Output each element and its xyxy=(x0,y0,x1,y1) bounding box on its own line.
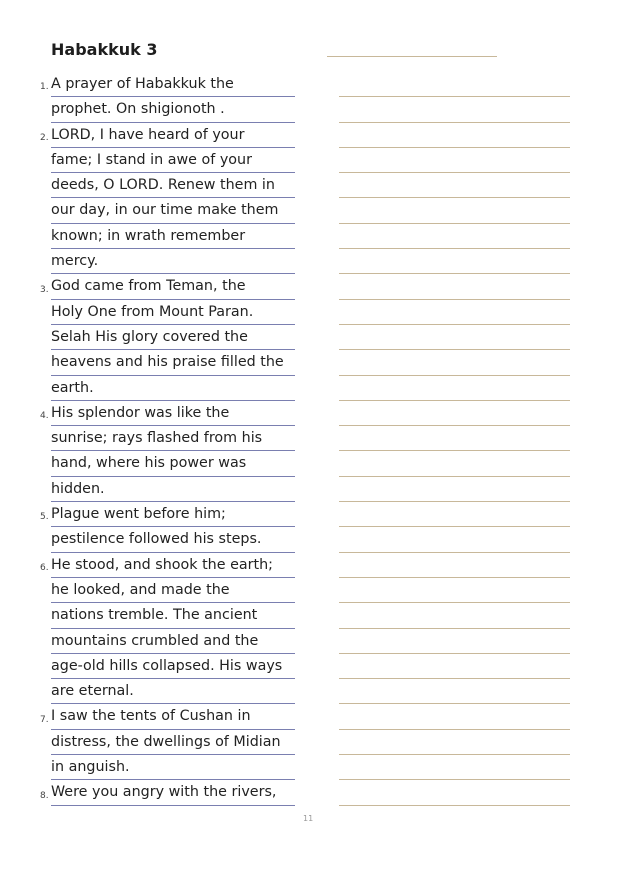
writing-line[interactable] xyxy=(339,527,570,552)
verse-line xyxy=(0,148,300,173)
verse-line xyxy=(0,72,300,97)
verse-line xyxy=(0,426,300,451)
verse-text: Holy One from Mount Paran. xyxy=(51,300,295,325)
page-title: Habakkuk 3 xyxy=(51,40,158,59)
verse-text-column xyxy=(0,72,300,806)
verse-line xyxy=(0,755,300,780)
verse-line xyxy=(0,578,300,603)
verse-line xyxy=(0,502,300,527)
writing-line[interactable] xyxy=(339,72,570,97)
writing-line[interactable] xyxy=(339,198,570,223)
verse-number: 2. xyxy=(40,132,49,143)
verse-number: 1. xyxy=(40,82,49,93)
verse-line xyxy=(0,603,300,628)
verse-line xyxy=(0,780,300,805)
verse-text: I saw the tents of Cushan in xyxy=(51,704,295,729)
writing-line[interactable] xyxy=(339,123,570,148)
writing-line[interactable] xyxy=(339,704,570,729)
verse-line xyxy=(0,553,300,578)
writing-line[interactable] xyxy=(339,780,570,805)
verse-text: distress, the dwellings of Midian xyxy=(51,730,295,755)
writing-line[interactable] xyxy=(339,451,570,476)
verse-line xyxy=(0,679,300,704)
verse-line xyxy=(0,97,300,122)
writing-line[interactable] xyxy=(339,426,570,451)
verse-text: in anguish. xyxy=(51,755,295,780)
writing-line[interactable] xyxy=(339,502,570,527)
writing-column xyxy=(339,72,570,806)
verse-text: God came from Teman, the xyxy=(51,274,295,299)
verse-line xyxy=(0,350,300,375)
verse-number: 4. xyxy=(40,411,49,422)
verse-line xyxy=(0,654,300,679)
verse-text: Were you angry with the rivers, xyxy=(51,780,295,805)
verse-text: known; in wrath remember xyxy=(51,224,295,249)
verse-line xyxy=(0,173,300,198)
verse-line xyxy=(0,629,300,654)
writing-line[interactable] xyxy=(339,376,570,401)
writing-line[interactable] xyxy=(339,148,570,173)
verse-line xyxy=(0,300,300,325)
verse-line xyxy=(0,249,300,274)
page-number: 11 xyxy=(303,814,314,823)
verse-text: He stood, and shook the earth; xyxy=(51,553,295,578)
verse-text: hidden. xyxy=(51,477,295,502)
verse-text: hand, where his power was xyxy=(51,451,295,476)
writing-line[interactable] xyxy=(339,325,570,350)
verse-line xyxy=(0,477,300,502)
writing-line[interactable] xyxy=(339,274,570,299)
writing-line[interactable] xyxy=(339,173,570,198)
verse-line xyxy=(0,704,300,729)
writing-line[interactable] xyxy=(339,97,570,122)
verse-line xyxy=(0,401,300,426)
verse-text: earth. xyxy=(51,376,295,401)
writing-line[interactable] xyxy=(339,224,570,249)
name-line xyxy=(327,56,497,57)
verse-line xyxy=(0,325,300,350)
verse-text: Plague went before him; xyxy=(51,502,295,527)
writing-line[interactable] xyxy=(339,350,570,375)
verse-text: His splendor was like the xyxy=(51,401,295,426)
verse-text: pestilence followed his steps. xyxy=(51,527,295,552)
verse-line xyxy=(0,224,300,249)
verse-text: fame; I stand in awe of your xyxy=(51,148,295,173)
writing-line[interactable] xyxy=(339,629,570,654)
writing-line[interactable] xyxy=(339,300,570,325)
verse-text: sunrise; rays flashed from his xyxy=(51,426,295,451)
verse-line xyxy=(0,123,300,148)
verse-number: 5. xyxy=(40,512,49,523)
verse-text: deeds, O LORD. Renew them in xyxy=(51,173,295,198)
writing-line[interactable] xyxy=(339,477,570,502)
writing-line[interactable] xyxy=(339,603,570,628)
writing-line[interactable] xyxy=(339,755,570,780)
verse-text: Selah His glory covered the xyxy=(51,325,295,350)
verse-text: nations tremble. The ancient xyxy=(51,603,295,628)
verse-line xyxy=(0,198,300,223)
verse-line xyxy=(0,730,300,755)
verse-number: 7. xyxy=(40,714,49,725)
verse-text: mercy. xyxy=(51,249,295,274)
verse-text: LORD, I have heard of your xyxy=(51,123,295,148)
verse-line xyxy=(0,376,300,401)
verse-number: 3. xyxy=(40,284,49,295)
verse-text: are eternal. xyxy=(51,679,295,704)
verse-line xyxy=(0,527,300,552)
writing-line[interactable] xyxy=(339,578,570,603)
writing-line[interactable] xyxy=(339,730,570,755)
verse-text: heavens and his praise filled the xyxy=(51,350,295,375)
verse-text: he looked, and made the xyxy=(51,578,295,603)
writing-line[interactable] xyxy=(339,553,570,578)
verse-text: A prayer of Habakkuk the xyxy=(51,72,295,97)
verse-text: mountains crumbled and the xyxy=(51,629,295,654)
verse-text: our day, in our time make them xyxy=(51,198,295,223)
verse-text: prophet. On shigionoth . xyxy=(51,97,295,122)
verse-line xyxy=(0,451,300,476)
writing-line[interactable] xyxy=(339,249,570,274)
verse-number: 8. xyxy=(40,790,49,801)
verse-text: age-old hills collapsed. His ways xyxy=(51,654,295,679)
writing-line[interactable] xyxy=(339,654,570,679)
writing-line[interactable] xyxy=(339,679,570,704)
writing-line[interactable] xyxy=(339,401,570,426)
verse-number: 6. xyxy=(40,562,49,573)
verse-line xyxy=(0,274,300,299)
